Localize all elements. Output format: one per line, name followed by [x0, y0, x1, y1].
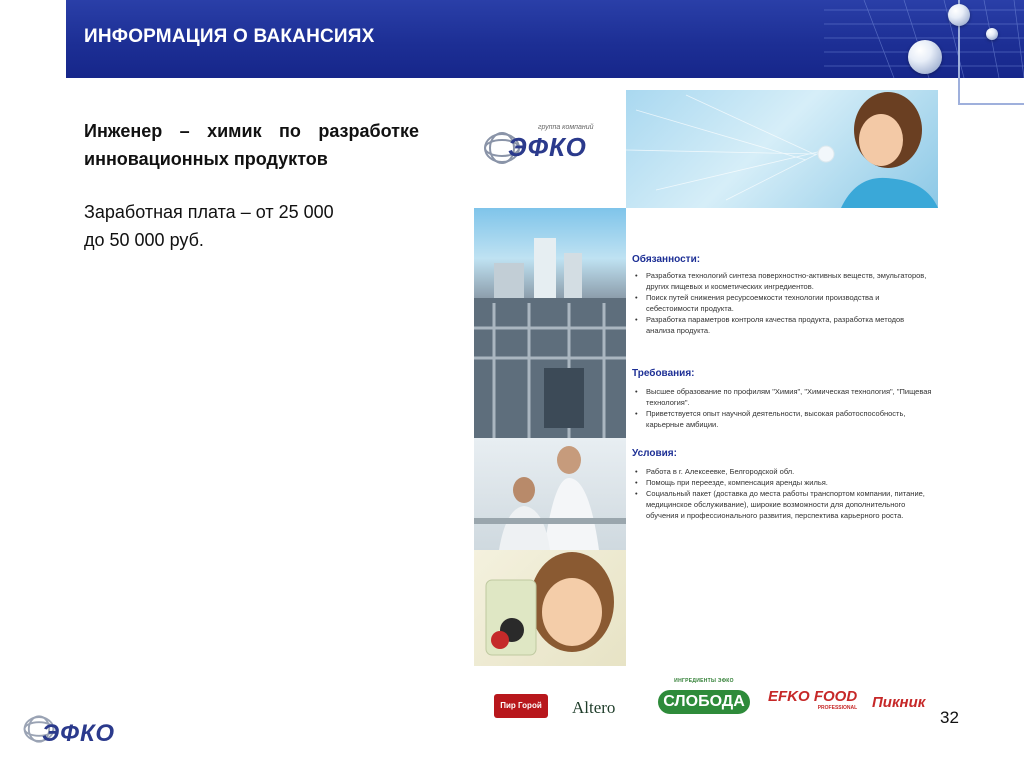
list-item: • Социальный пакет (доставка до места работы транспортом компании, питание, медицинское обслуживание), широкие возможности для дополнительного обучения и профессионального развития, перспектива карьерного роста.: [632, 488, 932, 521]
vacancy-flyer: [474, 90, 938, 740]
brand-sloboda: [658, 678, 750, 724]
list-item: • Разработка параметров контроля качества продукта, разработка методов анализа продукта.: [632, 314, 932, 336]
conditions-list: [632, 466, 932, 521]
brand-sloboda-name: СЛОБОДА: [658, 690, 750, 714]
brand-pir-goroy: Пир Горой: [494, 694, 548, 718]
footer-logo-text: ЭФКО: [42, 720, 116, 747]
brand-efko-food-sub: PROFESSIONAL: [817, 705, 858, 711]
page-title: ИНФОРМАЦИЯ О ВАКАНСИЯХ: [84, 26, 375, 47]
orb-decoration: [908, 40, 942, 74]
girl-product-photo: [474, 550, 626, 666]
list-item: • Высшее образование по профилям "Химия", "Химическая технология", "Пищевая технология".: [632, 386, 932, 408]
list-item: • Помощь при переезде, компенсация аренды жилья.: [632, 477, 932, 488]
header-band: [66, 0, 1024, 78]
duties-list: [632, 270, 932, 336]
flyer-logo-text: ЭФКО: [508, 132, 587, 162]
vacancy-salary: [84, 198, 384, 254]
list-item: • Разработка технологий синтеза поверхностно-активных веществ, эмульгаторов, других пищевых и косметических ингредиентов.: [632, 270, 932, 292]
page-number: 32: [940, 708, 959, 727]
girl-dandelion-photo: [626, 90, 938, 208]
brand-altero: Altero: [572, 698, 616, 717]
requirements-heading: Требования:: [632, 368, 695, 379]
flyer-logo: [482, 118, 622, 178]
factory-photo: [474, 208, 626, 438]
requirements-list: [632, 386, 932, 430]
brand-piknik: Пикник: [872, 694, 926, 711]
list-item: • Приветствуется опыт научной деятельности, высокая работоспособность, карьерные амбиции.: [632, 408, 932, 430]
lab-workers-photo: [474, 438, 626, 550]
list-item: • Работа в г. Алексеевке, Белгородской обл.: [632, 466, 932, 477]
orb-decoration: [948, 4, 970, 26]
brand-efko-food-name: EFKO FOOD: [768, 688, 858, 705]
duties-heading: Обязанности:: [632, 254, 701, 265]
orb-decoration: [986, 28, 998, 40]
conditions-heading: Условия:: [632, 448, 677, 459]
brand-sloboda-top: ИНГРЕДИЕНТЫ ЭФКО: [674, 678, 734, 684]
salary-line: до 50 000 руб.: [84, 230, 204, 250]
list-item: • Поиск путей снижения ресурсоемкости технологии производства и себестоимости продукта.: [632, 292, 932, 314]
salary-line: Заработная плата – от 25 000: [84, 202, 334, 222]
flyer-logo-caption: группа компаний: [538, 124, 594, 131]
brand-efko-food: [768, 688, 857, 711]
footer-logo: [22, 712, 142, 748]
vacancy-title: Инженер – химик по разработке инновационных продуктов: [84, 121, 419, 169]
